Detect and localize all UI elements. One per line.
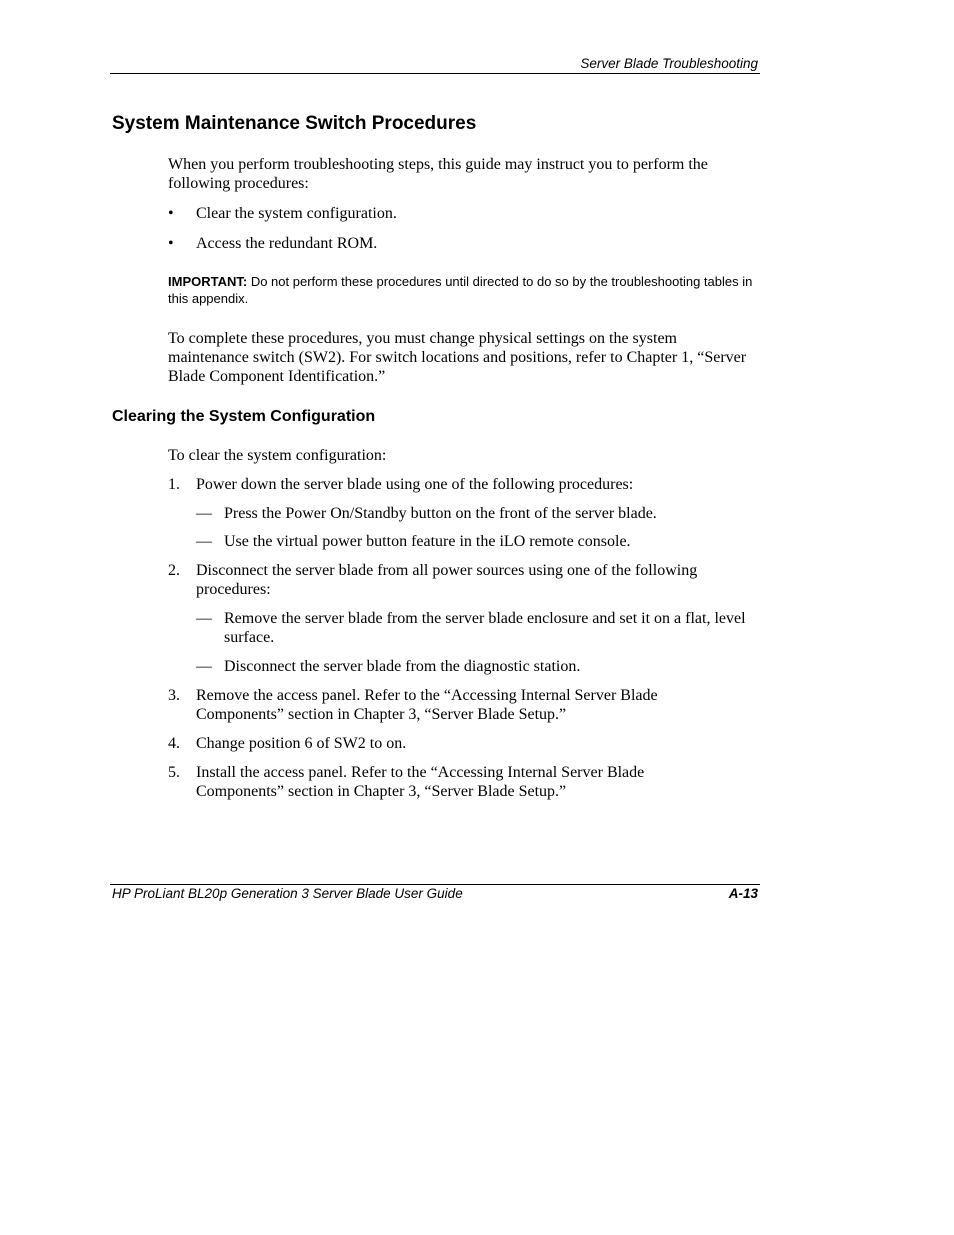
- bullet-item: Access the redundant ROM.: [196, 235, 378, 252]
- dash-glyph: —: [196, 610, 212, 627]
- footer-doc-title: HP ProLiant BL20p Generation 3 Server Blade User Guide: [112, 886, 463, 901]
- step-text: Remove the access panel. Refer to the “Accessing Internal Server Blade Components” section in Chapter 3, “Server Blade Setup.”: [196, 687, 658, 723]
- body-paragraph: To complete these procedures, you must change physical settings on the system maintenance switch (SW2). For switch locations and positions, refer to Chapter 1, “Server Blade Component Identification.”: [168, 330, 747, 385]
- subsection-title: Clearing the System Configuration: [112, 408, 376, 425]
- step-text: Change position 6 of SW2 to on.: [196, 735, 407, 752]
- bullet-glyph: •: [168, 205, 174, 222]
- step-text: Disconnect the server blade from all power sources using one of the following procedures:: [196, 562, 698, 598]
- step-number: 4.: [168, 735, 180, 752]
- sub-step: Disconnect the server blade from the diagnostic station.: [224, 658, 581, 675]
- step-text: Install the access panel. Refer to the “Accessing Internal Server Blade Components” section in Chapter 3, “Server Blade Setup.”: [196, 764, 645, 800]
- sub-step: Press the Power On/Standby button on the front of the server blade.: [224, 505, 657, 522]
- step-text: Power down the server blade using one of the following procedures:: [196, 476, 634, 493]
- sub-step: Remove the server blade from the server blade enclosure and set it on a flat, level surface.: [224, 610, 746, 646]
- step-number: 1.: [168, 476, 180, 493]
- dash-glyph: —: [196, 658, 212, 675]
- step-number: 5.: [168, 764, 180, 781]
- running-header: Server Blade Troubleshooting: [580, 56, 758, 71]
- important-note: [168, 273, 760, 307]
- important-text: Do not perform these procedures until directed to do so by the troubleshooting tables in this appendix.: [168, 274, 753, 306]
- subsection-intro: To clear the system configuration:: [168, 447, 387, 464]
- intro-paragraph: When you perform troubleshooting steps, this guide may instruct you to perform the following procedures:: [168, 156, 708, 192]
- step-number: 3.: [168, 687, 180, 704]
- bullet-item: Clear the system configuration.: [196, 205, 397, 222]
- header-rule: [110, 73, 760, 74]
- dash-glyph: —: [196, 505, 212, 522]
- important-label: IMPORTANT:: [168, 274, 248, 289]
- footer-rule: [110, 884, 760, 885]
- bullet-glyph: •: [168, 235, 174, 252]
- page-number: A-13: [728, 886, 758, 901]
- sub-step: Use the virtual power button feature in the iLO remote console.: [224, 533, 631, 550]
- section-title: System Maintenance Switch Procedures: [112, 113, 477, 134]
- dash-glyph: —: [196, 533, 212, 550]
- step-number: 2.: [168, 562, 180, 579]
